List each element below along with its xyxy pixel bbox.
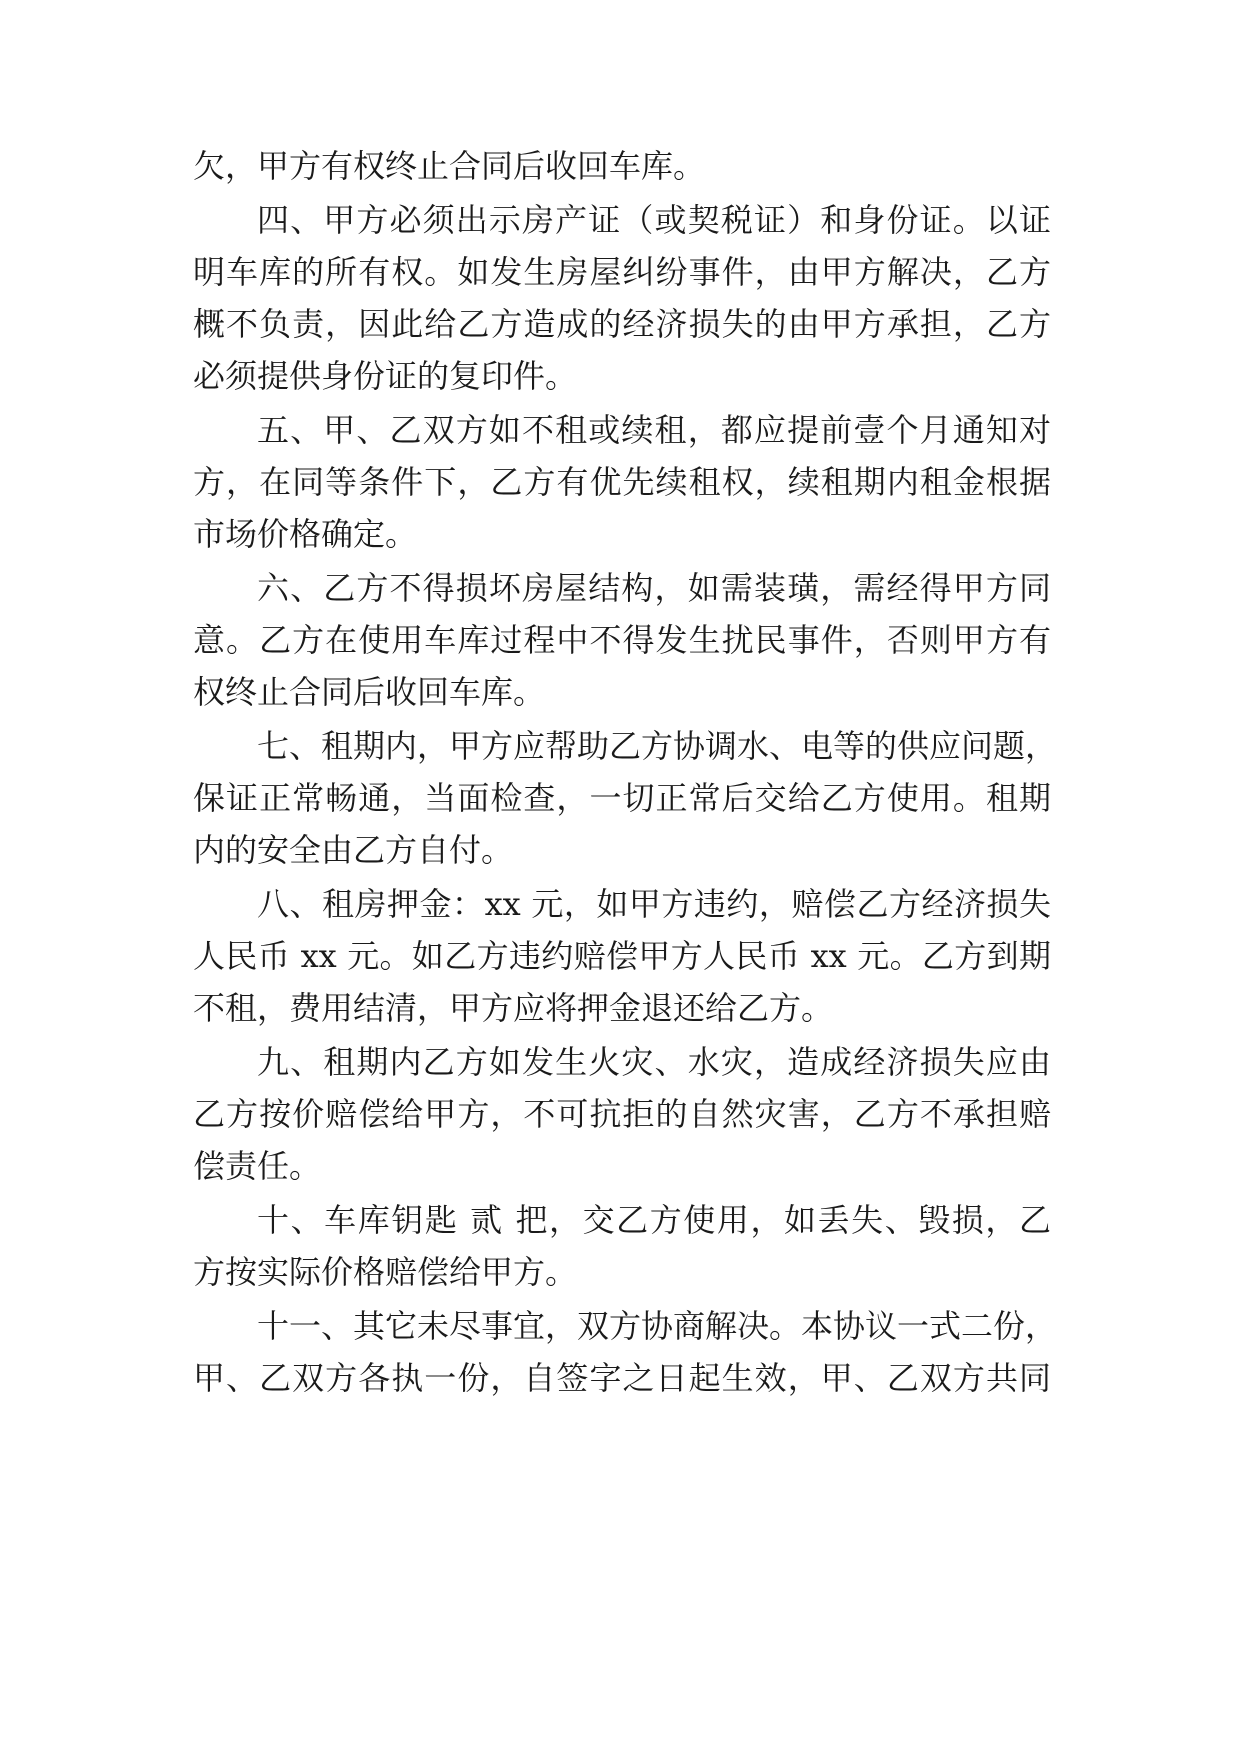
text-line: 保证正常畅通，当面检查，一切正常后交给乙方使用。租期 (193, 779, 1051, 817)
paragraph-6-line: 六、乙方不得损坏房屋结构，如需装璜，需经得甲方同 (257, 569, 1051, 607)
text-line: 方，在同等条件下，乙方有优先续租权，续租期内租金根据 (193, 463, 1051, 501)
text-line: 方按实际价格赔偿给甲方。 (193, 1253, 578, 1291)
paragraph-8-line: 八、租房押金：xx 元，如甲方违约，赔偿乙方经济损失 (257, 885, 1051, 923)
text-line: 内的安全由乙方自付。 (193, 831, 514, 869)
text-line: 偿责任。 (193, 1147, 322, 1185)
text-line: 市场价格确定。 (193, 515, 418, 553)
paragraph-5-line: 五、甲、乙双方如不租或续租，都应提前壹个月通知对 (257, 411, 1051, 449)
paragraph-11-line: 十一、其它未尽事宜，双方协商解决。本协议一式二份， (257, 1307, 1058, 1345)
text-line: 必须提供身份证的复印件。 (193, 357, 578, 395)
text-line: 乙方按价赔偿给甲方，不可抗拒的自然灾害，乙方不承担赔 (193, 1095, 1051, 1133)
text-line: 人民币 xx 元。如乙方违约赔偿甲方人民币 xx 元。乙方到期 (193, 937, 1051, 975)
paragraph-4-line: 四、甲方必须出示房产证（或契税证）和身份证。以证 (257, 201, 1051, 239)
paragraph-7-line: 七、租期内，甲方应帮助乙方协调水、电等的供应问题， (257, 727, 1058, 765)
text-line: 权终止合同后收回车库。 (193, 673, 546, 711)
text-line: 概不负责，因此给乙方造成的经济损失的由甲方承担，乙方 (193, 305, 1051, 343)
text-line: 甲、乙双方各执一份，自签字之日起生效，甲、乙双方共同 (193, 1359, 1051, 1397)
text-line: 明车库的所有权。如发生房屋纠纷事件，由甲方解决，乙方 (193, 253, 1051, 291)
text-line: 不租，费用结清，甲方应将押金退还给乙方。 (193, 989, 834, 1027)
paragraph-10-line: 十、车库钥匙 贰 把，交乙方使用，如丢失、毁损，乙 (257, 1201, 1051, 1239)
paragraph-9-line: 九、租期内乙方如发生火灾、水灾，造成经济损失应由 (257, 1043, 1051, 1081)
text-line: 意。乙方在使用车库过程中不得发生扰民事件，否则甲方有 (193, 621, 1051, 659)
text-line: 欠，甲方有权终止合同后收回车库。 (193, 147, 706, 185)
